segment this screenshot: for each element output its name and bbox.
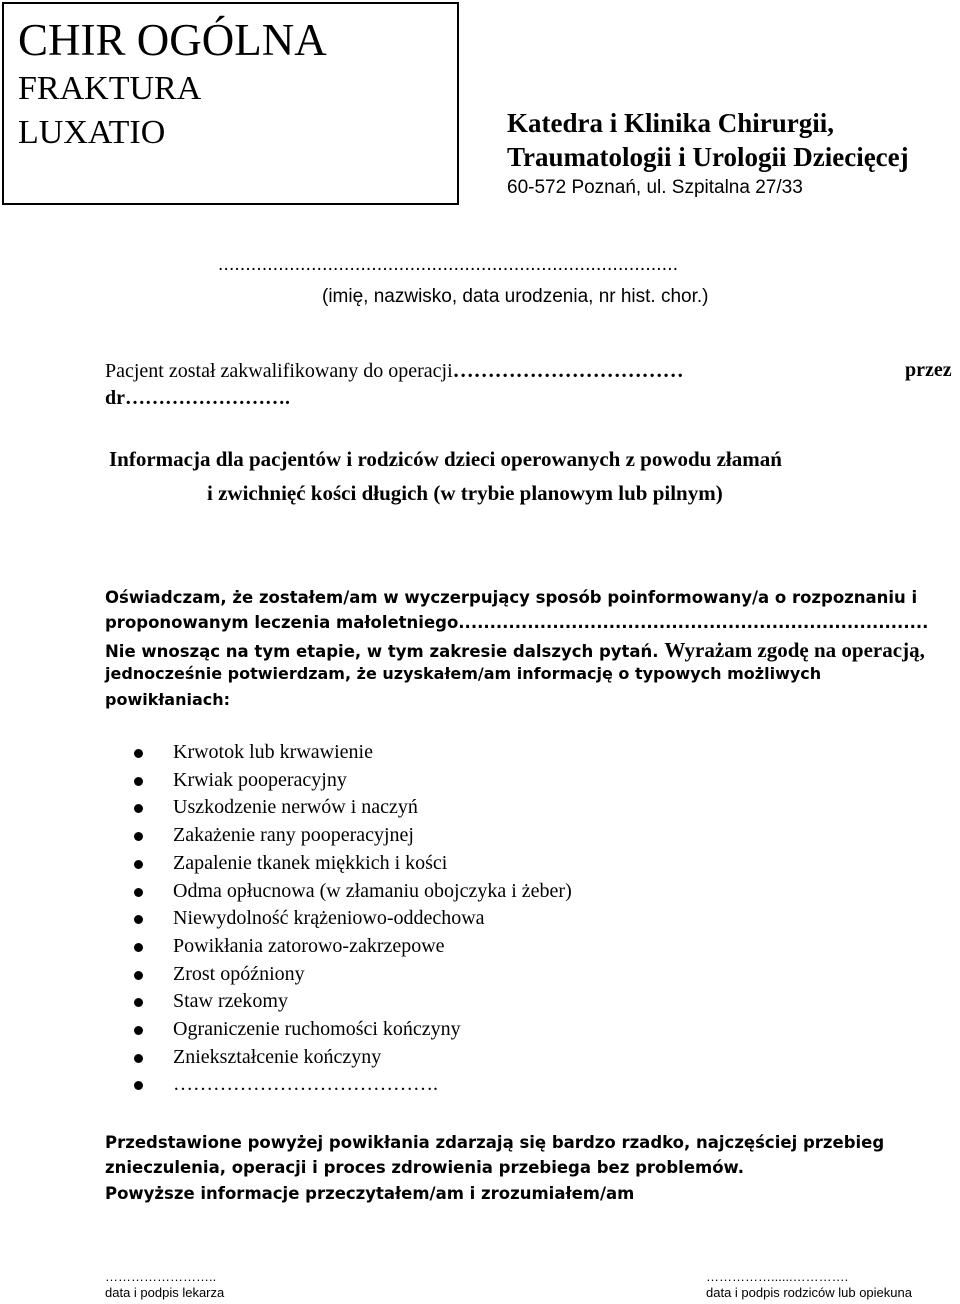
declaration-line-5: powikłaniach:: [105, 690, 231, 709]
declaration-line-4: jednocześnie potwierdzam, że uzyskałem/am informację o typowych możliwych: [105, 664, 822, 683]
complication-label: Niewydolność krążeniowo-oddechowa: [173, 907, 485, 930]
institution-line-2: Traumatologii i Urologii Dziecięcej: [507, 142, 909, 172]
bullet-icon: [134, 998, 143, 1007]
doctor-signature-line: ……………………..: [105, 1269, 217, 1284]
complication-label: Powikłania zatorowo-zakrzepowe: [173, 934, 445, 957]
declaration-line-2: proponowanym leczenia małoletniego...........................................................................: [105, 613, 929, 632]
parent-signature-label: data i podpis rodziców lub opiekuna: [706, 1285, 912, 1300]
parent-signature-line: ……………......………….: [706, 1269, 849, 1284]
declaration-line-3: [105, 640, 925, 661]
qualification-przez: przez: [905, 359, 952, 381]
bullet-icon: [134, 888, 143, 897]
summary-line-2: znieczulenia, operacji i proces zdrowienia przebiega bez problemów.: [105, 1158, 745, 1177]
qualification-text: [105, 360, 684, 381]
bullet-icon: [134, 832, 143, 841]
bullet-icon: [134, 943, 143, 952]
bullet-icon: [134, 749, 143, 758]
bullet-icon: [134, 777, 143, 786]
bullet-icon: [134, 1026, 143, 1035]
form-subtitle-luxatio: LUXATIO: [18, 114, 166, 151]
patient-data-line: ....................................................................................: [218, 254, 679, 275]
info-heading-line-1: Informacja dla pacjentów i rodziców dzieci operowanych z powodu złamań: [109, 447, 782, 471]
bullet-icon: [134, 1081, 143, 1090]
complication-label: ………………………………….: [173, 1073, 438, 1096]
info-heading-line-2: i zwichnięć kości długich (w trybie planowym lub pilnym): [207, 481, 723, 505]
doctor-signature-label: data i podpis lekarza: [105, 1285, 225, 1300]
declaration-line-1: Oświadczam, że zostałem/am w wyczerpujący sposób poinformowany/a o rozpoznaniu i: [105, 588, 918, 607]
complication-label: Uszkodzenie nerwów i naczyń: [173, 796, 418, 819]
complication-label: Zniekształcenie kończyny: [173, 1045, 382, 1068]
complication-label: Zapalenie tkanek miękkich i kości: [173, 851, 448, 874]
form-title: CHIR OGÓLNA: [18, 15, 327, 65]
surgeon-field: dr…………………….: [105, 387, 290, 409]
complication-label: Ograniczenie ruchomości kończyny: [173, 1018, 461, 1040]
qualification-label: Pacjent został zakwalifikowany do operacji: [105, 360, 453, 382]
bullet-icon: [134, 971, 143, 980]
summary-line-1: Przedstawione powyżej powikłania zdarzają się bardzo rzadko, najczęściej przebieg: [105, 1133, 885, 1152]
summary-line-3: Powyższe informacje przeczytałem/am i zrozumiałem/am: [105, 1184, 635, 1203]
bullet-icon: [134, 915, 143, 924]
declaration-line-3-a: Nie wnosząc na tym etapie, w tym zakresie dalszych pytań.: [105, 642, 659, 661]
complication-label: Krwiak pooperacyjny: [173, 768, 347, 791]
patient-data-caption: (imię, nazwisko, data urodzenia, nr hist. chor.): [322, 286, 709, 307]
complication-label: Odma opłucnowa (w złamaniu obojczyka i żeber): [173, 879, 572, 902]
bullet-icon: [134, 804, 143, 813]
complication-label: Zrost opóźniony: [173, 962, 305, 985]
qualification-dots: ……………………………: [452, 358, 684, 382]
institution-line-1: Katedra i Klinika Chirurgii,: [507, 108, 835, 138]
declaration-line-3-b: Wyrażam zgodę na operacją,: [664, 638, 925, 662]
bullet-icon: [134, 860, 143, 869]
complication-label: Staw rzekomy: [173, 990, 288, 1013]
institution-address: 60-572 Poznań, ul. Szpitalna 27/33: [507, 177, 803, 198]
form-subtitle-fraktura: FRAKTURA: [18, 70, 202, 107]
bullet-icon: [134, 1054, 143, 1063]
complication-label: Zakażenie rany pooperacyjnej: [173, 824, 414, 847]
complication-label: Krwotok lub krwawienie: [173, 741, 373, 763]
